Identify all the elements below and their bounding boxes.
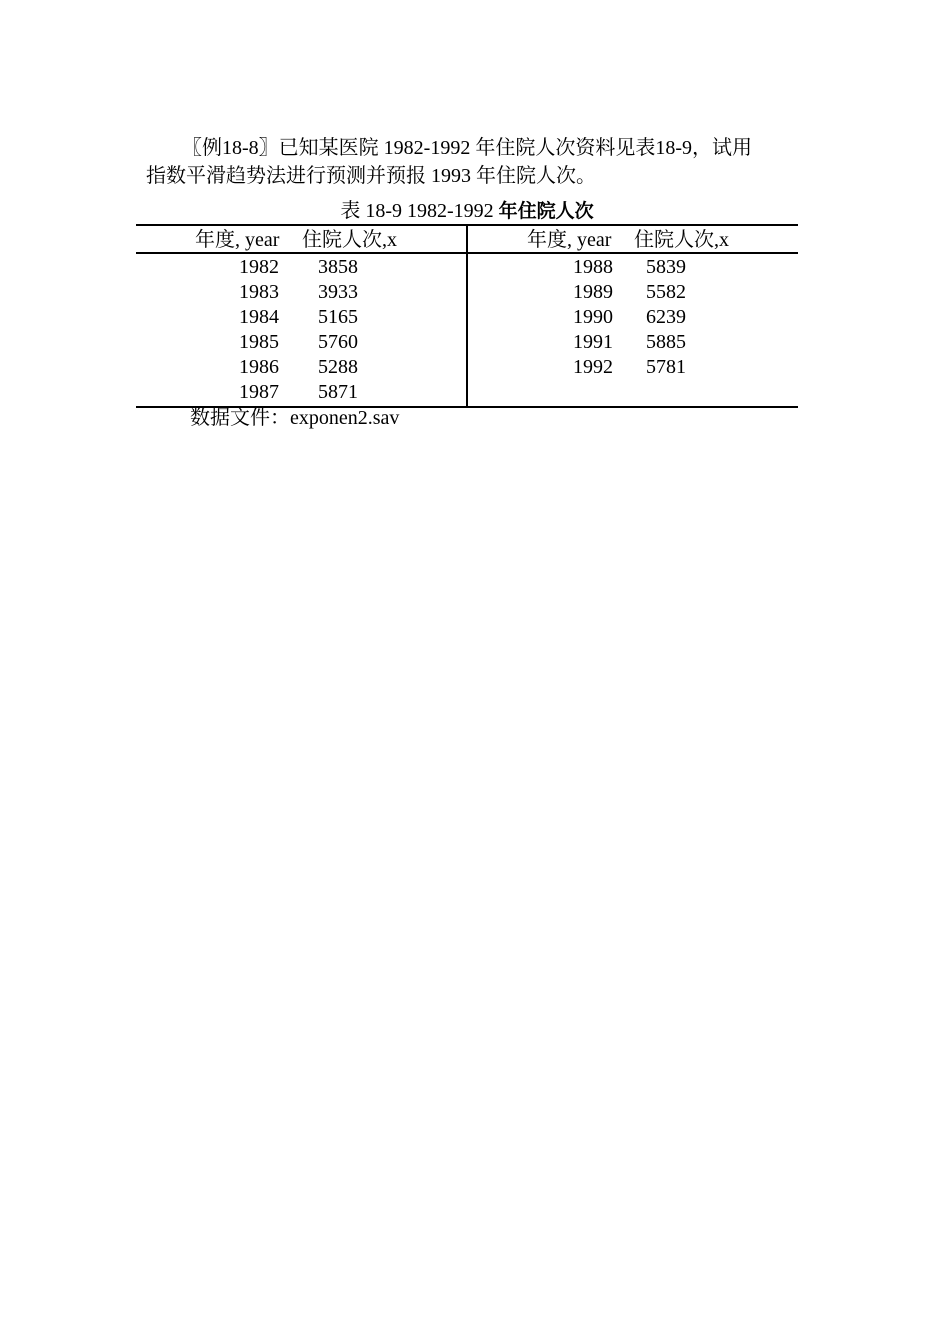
cell-year: 1986 <box>239 356 279 378</box>
header-admissions: 住院人次,x <box>302 229 397 251</box>
table-header-left <box>136 226 466 254</box>
table-caption-number: 表 18-9 1982-1992 <box>340 200 499 222</box>
cell-admissions: 5885 <box>646 331 686 353</box>
table-row <box>468 330 798 355</box>
cell-admissions: 5288 <box>318 356 358 378</box>
cell-admissions: 5839 <box>646 256 686 278</box>
cell-admissions: 5760 <box>318 331 358 353</box>
table-row <box>468 280 798 305</box>
paragraph-line-2: 指数平滑趋势法进行预测并预报 1993 年住院人次。 <box>146 165 596 187</box>
header-year: 年度, year <box>527 229 612 251</box>
cell-admissions: 5781 <box>646 356 686 378</box>
table-row <box>468 255 798 280</box>
cell-year: 1987 <box>239 381 279 403</box>
cell-admissions: 3858 <box>318 256 358 278</box>
data-file-note: 数据文件：exponen2.sav <box>190 407 400 429</box>
table-right-half <box>468 226 798 406</box>
cell-year: 1988 <box>573 256 613 278</box>
table-row <box>136 380 466 405</box>
table-row <box>136 305 466 330</box>
table-row <box>468 355 798 380</box>
table-row <box>136 255 466 280</box>
table-caption-text: 年住院人次 <box>498 200 594 222</box>
cell-admissions: 6239 <box>646 306 686 328</box>
example-paragraph <box>146 134 826 190</box>
cell-year: 1990 <box>573 306 613 328</box>
table-row <box>136 330 466 355</box>
paragraph-line-1: 〖例18-8〗已知某医院 1982-1992 年住院人次资料见表18-9，试用 <box>182 137 752 159</box>
table-row <box>468 305 798 330</box>
cell-year: 1985 <box>239 331 279 353</box>
table-row <box>136 355 466 380</box>
header-year: 年度, year <box>195 229 280 251</box>
cell-admissions: 5165 <box>318 306 358 328</box>
cell-admissions: 3933 <box>318 281 358 303</box>
admissions-table <box>136 224 798 408</box>
cell-admissions: 5871 <box>318 381 358 403</box>
header-admissions: 住院人次,x <box>634 229 729 251</box>
cell-year: 1982 <box>239 256 279 278</box>
cell-year: 1991 <box>573 331 613 353</box>
table-row <box>136 280 466 305</box>
cell-year: 1983 <box>239 281 279 303</box>
cell-year: 1992 <box>573 356 613 378</box>
cell-year: 1989 <box>573 281 613 303</box>
cell-admissions: 5582 <box>646 281 686 303</box>
table-header-right <box>468 226 798 254</box>
cell-year: 1984 <box>239 306 279 328</box>
table-left-half <box>136 226 468 406</box>
table-caption <box>136 198 798 224</box>
